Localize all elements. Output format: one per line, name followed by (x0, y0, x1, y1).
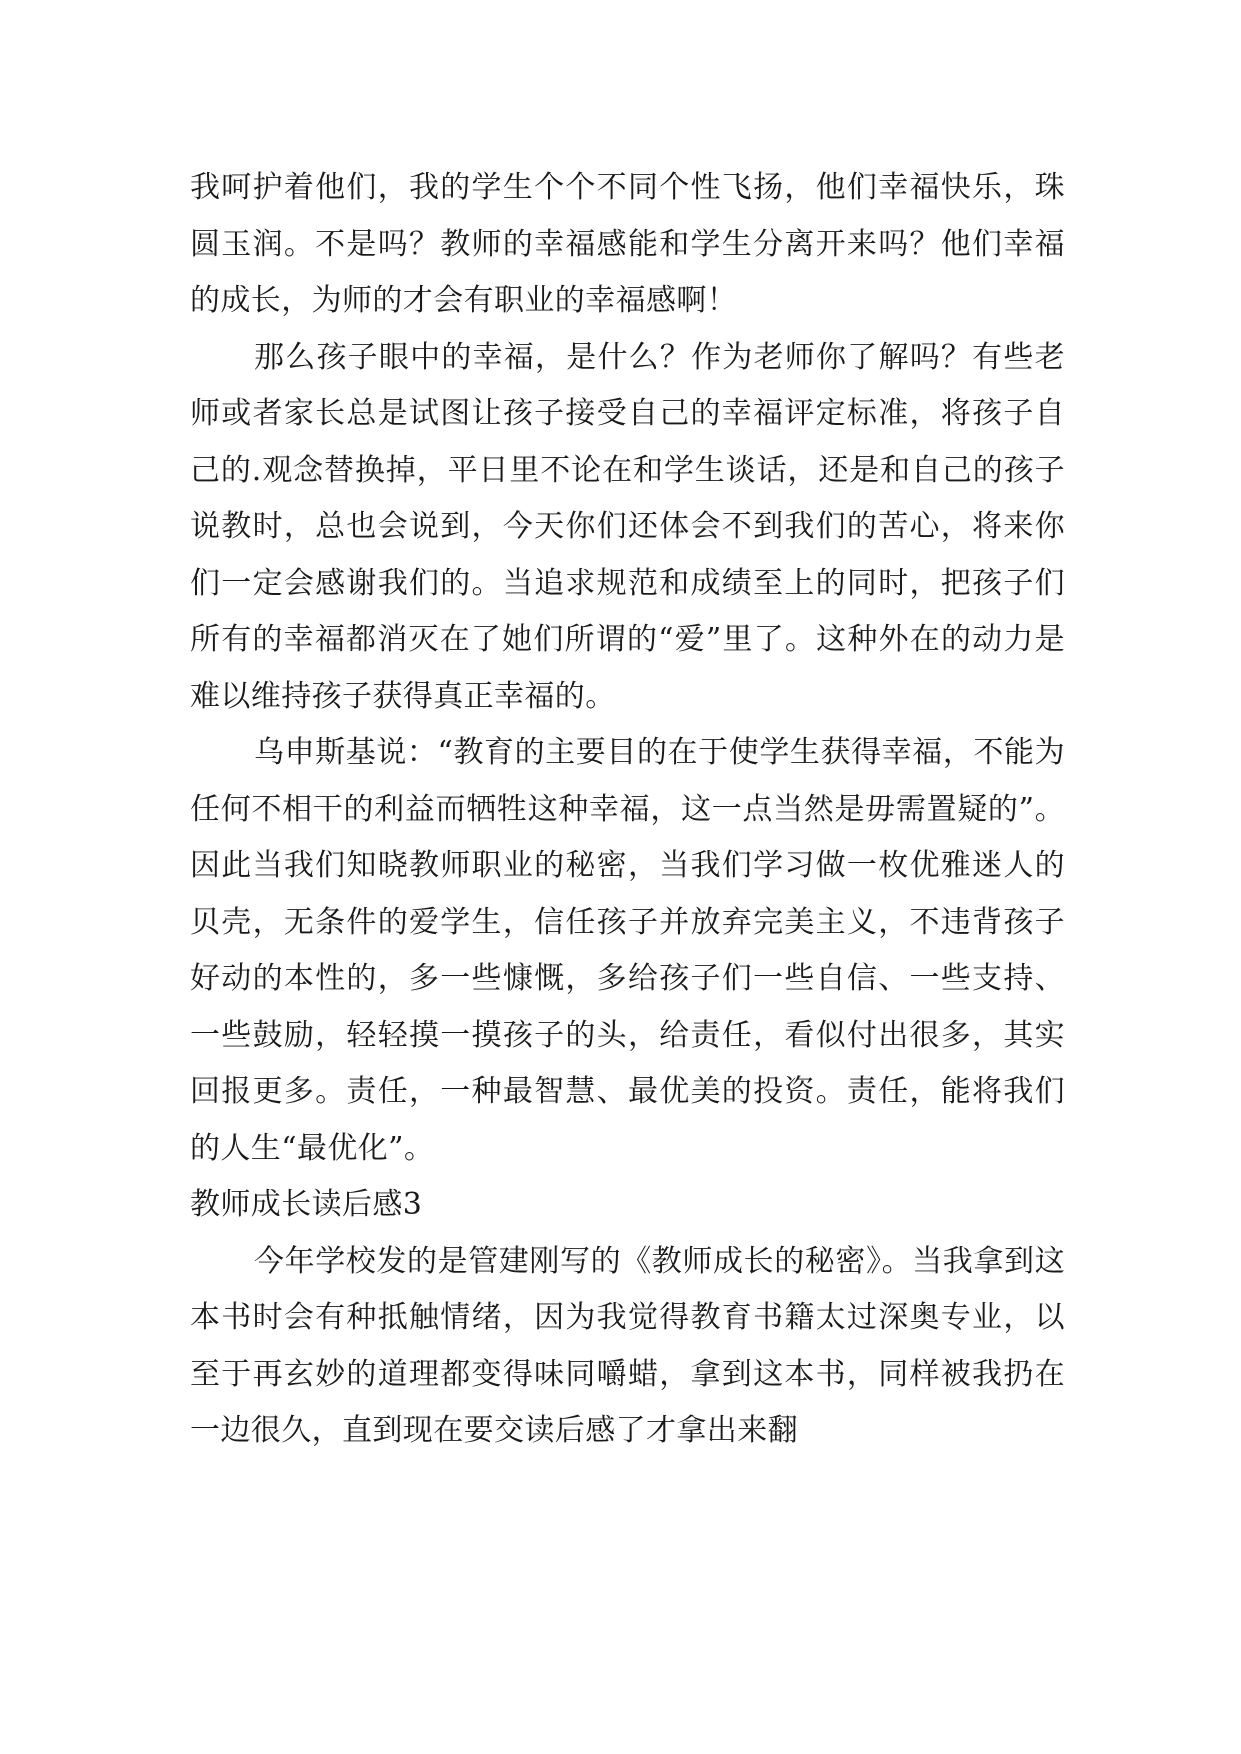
paragraph-continued: 我呵护着他们，我的学生个个不同个性飞扬，他们幸福快乐，珠圆玉润。不是吗？教师的幸福感能和学生分离开来吗？他们幸福的成长，为师的才会有职业的幸福感啊！ (190, 170, 1065, 318)
document-body (190, 160, 1065, 1460)
paragraph-happiness-in-childrens-eyes: 那么孩子眼中的幸福，是什么？作为老师你了解吗？有些老师或者家长总是试图让孩子接受自己的幸福评定标准，将孩子自己的.观念替换掉，平日里不论在和学生谈话，还是和自己的孩子说教时，总也会说到，今天你们还体会不到我们的苦心，将来你们一定会感谢我们的。当追求规范和成绩至上的同时，把孩子们所有的幸福都消灭在了她们所谓的“爱”里了。这种外在的动力是难以维持孩子获得真正幸福的。 (190, 339, 1065, 714)
paragraph-book-intro: 今年学校发的是管建刚写的《教师成长的秘密》。当我拿到这本书时会有种抵触情绪，因为我觉得教育书籍太过深奥专业，以至于再玄妙的道理都变得味同嚼蜡，拿到这本书，同样被我扔在一边很久，直到现在要交读后感了才拿出来翻 (190, 1243, 1065, 1448)
section-heading: 教师成长读后感3 (190, 1187, 423, 1222)
paragraph-ushinsky-quote: 乌申斯基说：“教育的主要目的在于使学生获得幸福，不能为任何不相干的利益而牺牲这种幸福，这一点当然是毋需置疑的”。因此当我们知晓教师职业的秘密，当我们学习做一枚优雅迷人的贝壳，无条件的爱学生，信任孩子并放弃完美主义，不违背孩子好动的本性的，多一些慷慨，多给孩子们一些自信、一些支持、一些鼓励，轻轻摸一摸孩子的头，给责任，看似付出很多，其实回报更多。责任，一种最智慧、最优美的投资。责任，能将我们的人生“最优化”。 (190, 735, 1065, 1166)
